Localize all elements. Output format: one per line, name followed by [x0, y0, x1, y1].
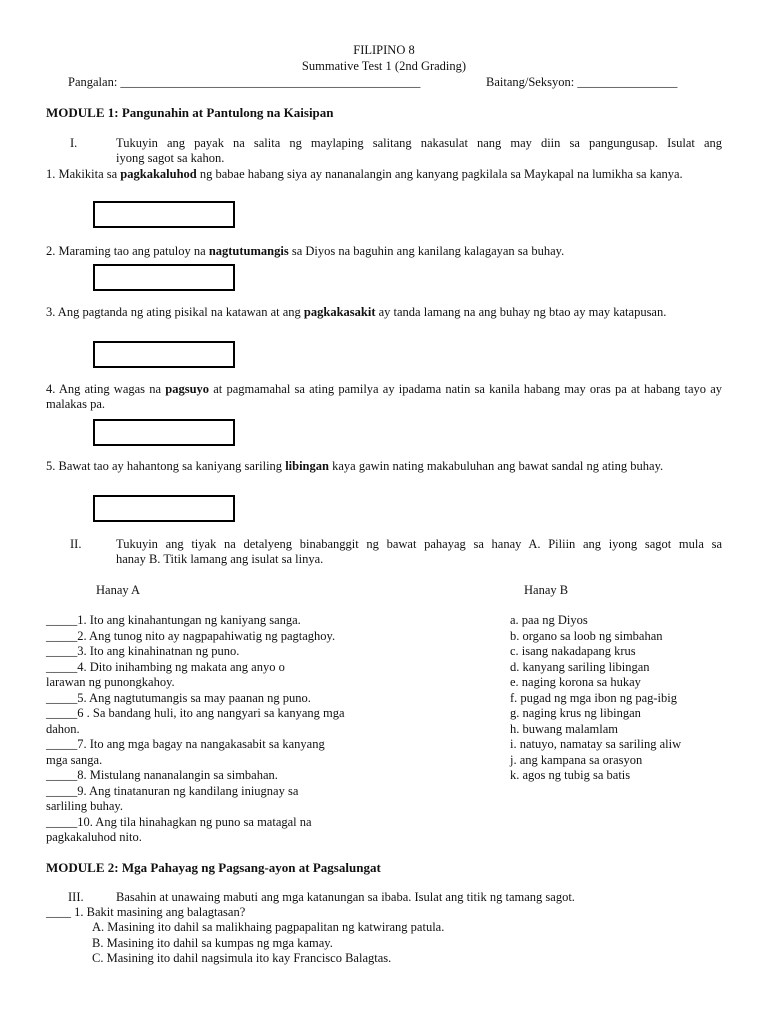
- hanay-a-line: _____2. Ang tunog nito ay nagpapahiwatig ng pagtaghoy.: [46, 628, 336, 643]
- emphasized-word: libingan: [285, 459, 329, 473]
- hanay-b-label: Hanay B: [524, 583, 569, 597]
- emphasized-word: nagtutumangis: [208, 244, 289, 258]
- hanay-b-choice: a. paa ng Diyos: [510, 613, 588, 627]
- hanay-a-line: _____8. Mistulang nananalangin sa simbahan.: [46, 768, 278, 782]
- part3-instruction: Basahin at unawaing mabuti ang mga katanungan sa ibaba. Isulat ang titik ng tamang sagot.: [116, 890, 575, 904]
- emphasized-word: pagkakasakit: [303, 305, 376, 319]
- hanay-b-choice: b. organo sa loob ng simbahan: [510, 628, 663, 643]
- hanay-a-line: larawan ng punongkahoy.: [46, 675, 175, 689]
- answer-box-3[interactable]: [93, 341, 235, 368]
- part1-instruction-line1: Tukuyin ang payak na salita ng maylaping salitang nakasulat nang may diin sa pangungusap. Isulat ang: [116, 136, 722, 150]
- hanay-a-line: _____10. Ang tila hinahagkan ng puno sa matagal na: [46, 814, 312, 829]
- question-1-choices: [92, 920, 444, 967]
- hanay-a-label: Hanay A: [96, 583, 141, 597]
- answer-choice: B. Masining ito dahil sa kumpas ng mga kamay.: [92, 935, 333, 950]
- part2-instruction-line2: hanay B. Titik lamang ang isulat sa linya.: [116, 552, 324, 566]
- hanay-a-line: _____1. Ito ang kinahantungan ng kaniyang sanga.: [46, 613, 301, 627]
- module2-title: MODULE 2: Mga Pahayag ng Pagsang-ayon at Pagsalungat: [46, 860, 381, 875]
- part2-instruction-line1: Tukuyin ang tiyak na detalyeng binabanggit ng bawat pahayag sa hanay A. Piliin ang iyong sagot mula sa: [116, 537, 722, 551]
- hanay-b-choice: f. pugad ng mga ibon ng pag-ibig: [510, 690, 677, 705]
- question-4: 4. Ang ating wagas na pagsuyo at pagmamahal sa ating pamilya ay ipadama natin sa kanila habang may oras pa at habang tayo ay malakas pa.: [46, 382, 722, 411]
- module1-title: MODULE 1: Pangunahin at Pantulong na Kaisipan: [46, 105, 334, 120]
- hanay-a-line: _____9. Ang tinatanuran ng kandilang iniugnay sa: [46, 783, 299, 798]
- question-1: 1. Makikita sa pagkakaluhod ng babae habang siya ay nananalangin ang kanyang pagkilala sa Maykapal na lumikha sa kanya.: [46, 167, 683, 181]
- hanay-a-list: [46, 613, 345, 846]
- hanay-b-choice: e. naging korona sa hukay: [510, 675, 641, 689]
- hanay-a-line: _____5. Ang nagtutumangis sa may paanan ng puno.: [46, 690, 311, 705]
- answer-box-4[interactable]: [93, 419, 235, 446]
- part3-question-1: ____ 1. Bakit masining ang balagtasan?: [46, 905, 246, 919]
- hanay-b-choice: g. naging krus ng libingan: [510, 706, 641, 720]
- hanay-b-choice: i. natuyo, namatay sa sariling aliw: [510, 737, 682, 751]
- hanay-b-choice: c. isang nakadapang krus: [510, 644, 636, 658]
- emphasized-word: pagsuyo: [165, 382, 210, 396]
- hanay-a-line: _____4. Dito inihambing ng makata ang anyo o: [46, 659, 285, 674]
- section-field[interactable]: Baitang/Seksyon: ________________: [486, 75, 678, 89]
- hanay-a-line: sarliling buhay.: [46, 799, 123, 813]
- hanay-a-line: _____6 . Sa bandang huli, ito ang nangyari sa kanyang mga: [46, 706, 345, 720]
- question-3: 3. Ang pagtanda ng ating pisikal na katawan at ang pagkakasakit ay tanda lamang na ang buhay ng btao ay may katapusan.: [46, 305, 667, 319]
- answer-box-1[interactable]: [93, 201, 235, 228]
- hanay-a-line: pagkakaluhod nito.: [46, 830, 142, 844]
- part1-numeral: I.: [70, 136, 78, 150]
- answer-choice: C. Masining ito dahil nagsimula ito kay Francisco Balagtas.: [92, 951, 392, 965]
- hanay-b-choice: j. ang kampana sa orasyon: [510, 752, 643, 767]
- test-title: Summative Test 1 (2nd Grading): [301, 59, 467, 73]
- part3-numeral: III.: [68, 890, 84, 904]
- hanay-a-line: _____3. Ito ang kinahinatnan ng puno.: [46, 644, 240, 658]
- part1-instruction-line2: iyong sagot sa kahon.: [116, 151, 225, 165]
- answer-box-5[interactable]: [93, 495, 235, 522]
- subject-title: FILIPINO 8: [353, 43, 415, 57]
- hanay-b-choice: k. agos ng tubig sa batis: [510, 768, 631, 782]
- question-5: 5. Bawat tao ay hahantong sa kaniyang sariling libingan kaya gawin nating makabuluhan ang bawat sandal ng ating buhay.: [46, 459, 664, 473]
- emphasized-word: pagkakaluhod: [120, 167, 197, 181]
- hanay-a-line: dahon.: [46, 721, 80, 736]
- hanay-b-choice: d. kanyang sariling libingan: [510, 659, 650, 674]
- answer-box-2[interactable]: [93, 264, 235, 291]
- part2-numeral: II.: [70, 537, 82, 551]
- hanay-b-choice: h. buwang malamlam: [510, 721, 618, 736]
- hanay-b-list: [510, 613, 681, 784]
- answer-choice: A. Masining ito dahil sa malikhaing pagpapalitan ng katwirang patula.: [92, 920, 445, 934]
- name-field[interactable]: Pangalan: ________________________________________________: [68, 75, 421, 89]
- question-2: 2. Maraming tao ang patuloy na nagtutumangis sa Diyos na baguhin ang kanilang kalagayan sa buhay.: [46, 244, 565, 258]
- hanay-a-line: _____7. Ito ang mga bagay na nangakasabit sa kanyang: [46, 737, 325, 751]
- hanay-a-line: mga sanga.: [46, 752, 103, 767]
